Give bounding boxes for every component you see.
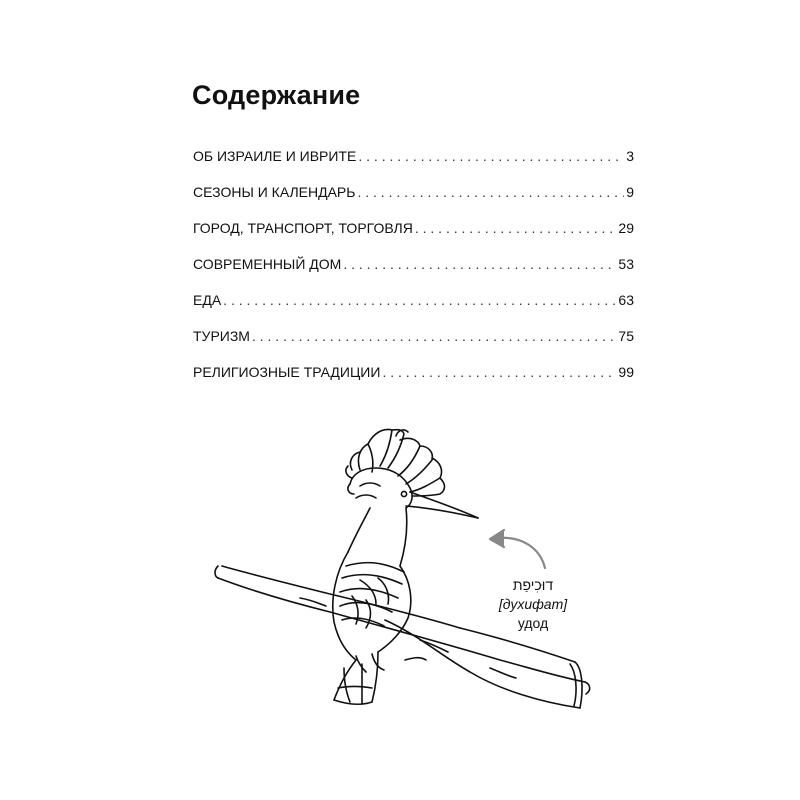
toc-entry-page: 63 <box>618 292 634 308</box>
toc-entry-label: РЕЛИГИОЗНЫЕ ТРАДИЦИИ <box>193 364 381 380</box>
page-title: Содержание <box>192 80 361 110</box>
toc-entry-label: ЕДА <box>193 292 222 308</box>
toc-entry-label: ОБ ИЗРАИЛЕ И ИВРИТЕ <box>193 148 357 164</box>
toc-entry-page: 3 <box>626 148 634 164</box>
toc-entry-page: 29 <box>618 220 634 236</box>
caption-translation: удод <box>517 615 549 631</box>
caption-hebrew: דוּכִיפַת <box>512 577 554 593</box>
toc-entry-label: ГОРОД, ТРАНСПОРТ, ТОРГОВЛЯ <box>193 220 413 236</box>
caption-transliteration: [духифат] <box>498 596 568 612</box>
toc-entry-page: 99 <box>618 364 634 380</box>
toc-entry-label: СОВРЕМЕННЫЙ ДОМ <box>193 256 342 272</box>
toc-entry-label: ТУРИЗМ <box>193 328 250 344</box>
toc-entry-page: 53 <box>618 256 634 272</box>
toc-entry-page: 9 <box>626 184 634 200</box>
illustration-caption <box>488 576 578 633</box>
toc-entry-page: 75 <box>618 328 634 344</box>
pointer-arrow-icon <box>490 530 545 568</box>
toc-entry-label: СЕЗОНЫ И КАЛЕНДАРЬ <box>193 184 356 200</box>
